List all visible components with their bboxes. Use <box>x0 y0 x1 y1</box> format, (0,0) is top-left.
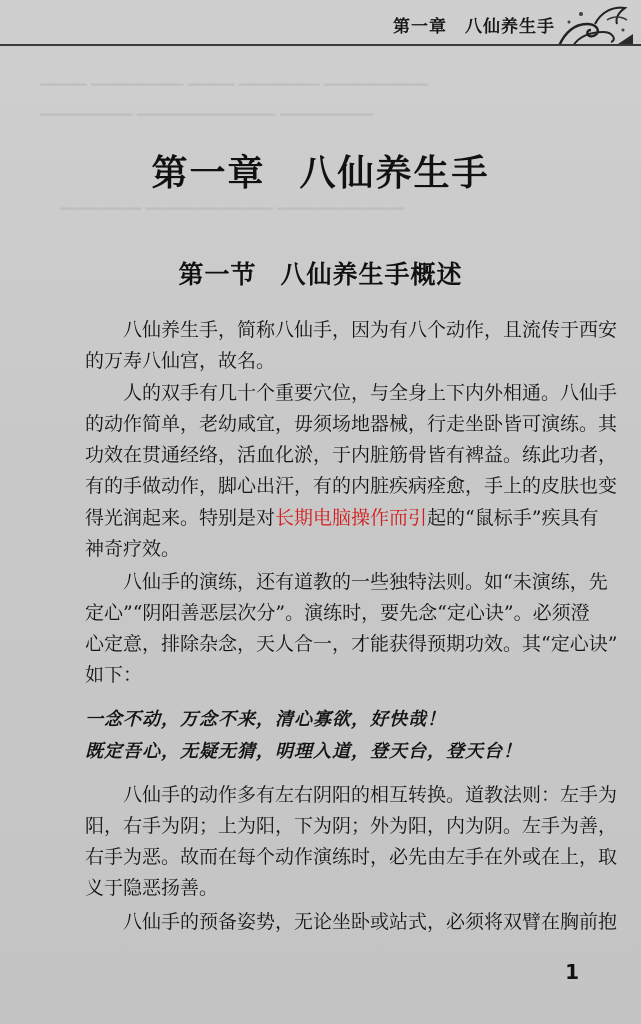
body-line: 八仙手的预备姿势，无论坐卧或站式，必须将双臂在胸前抱 <box>123 911 618 933</box>
body-line-with-stamp: 得光润起来。特别是对长期电脑操作而引起的“鼠标手”疾具有 <box>85 507 599 529</box>
body-line: 心定意，排除杂念，天人合一，才能获得预期功效。其“定心诀” <box>85 633 618 655</box>
chapter-name: 八仙养生手 <box>299 153 490 194</box>
running-header <box>393 12 555 37</box>
body-line: 定心”“阴阳善恶层次分”。演练时，要先念“定心诀”。必须澄 <box>85 602 590 624</box>
body-line: 如下： <box>85 664 143 686</box>
section-number: 第一节 <box>178 260 257 289</box>
header-rule <box>0 44 641 46</box>
body-line: 功效在贯通经络，活血化淤，于内脏筋骨皆有裨益。练此功者， <box>85 444 618 466</box>
show-through-texture: ▁▁▁▁▁▁▁ ▁▁▁▁▁▁▁▁▁▁▁ ▁▁▁▁▁▁▁▁▁▁▁ <box>60 192 405 210</box>
body-line: 神奇疗效。 <box>85 538 181 560</box>
body-line: 人的双手有几十个重要穴位，与全身上下内外相通。八仙手 <box>123 382 618 404</box>
wave-ornament-icon <box>555 2 633 46</box>
body-line: 八仙养生手，简称八仙手，因为有八个动作，且流传于西安 <box>123 319 618 341</box>
body-line: 阳，右手为阴；上为阳，下为阴；外为阳，内为阴。左手为善， <box>85 815 618 837</box>
body-line: 八仙手的演练，还有道教的一些独特法则。如“未演练，先 <box>123 571 608 593</box>
verse-line: 一念不动，万念不来，清心寡欲，好快哉！ <box>85 709 446 730</box>
show-through-texture: ▁▁▁▁▁▁▁▁ ▁▁▁▁▁▁▁▁▁▁▁▁ ▁▁▁▁▁▁▁▁ <box>40 98 373 116</box>
body-line: 义于隐恶扬善。 <box>85 877 219 899</box>
body-line: 的万寿八仙宫，故名。 <box>85 350 276 372</box>
body-line: 的动作简单，老幼咸宜，毋须场地器械，行走坐卧皆可演练。其 <box>85 413 618 435</box>
section-name: 八仙养生手概述 <box>280 260 463 289</box>
page-number: 1 <box>565 960 579 984</box>
chapter-number: 第一章 <box>151 153 266 194</box>
section-title <box>0 255 641 291</box>
show-through-texture: ▁▁▁▁ ▁▁▁▁▁▁▁▁ ▁▁▁▁ ▁▁▁▁▁▁▁ ▁▁▁▁▁▁▁▁▁ <box>40 68 429 86</box>
running-header-book: 八仙养生手 <box>465 17 555 37</box>
red-stamp-text: 长期电脑操作而引 <box>275 507 428 529</box>
body-line: 右手为恶。故而在每个动作演练时，必先由左手在外或在上，取 <box>85 846 618 868</box>
body-line: 有的手做动作，脚心出汗，有的内脏疾病痊愈，手上的皮肤也变 <box>85 475 618 497</box>
running-header-chapter: 第一章 <box>393 17 447 37</box>
chapter-title <box>0 145 641 196</box>
verse-line: 既定吾心，无疑无猜，明理入道，登天台，登天台！ <box>85 741 522 762</box>
body-line: 八仙手的动作多有左右阴阳的相互转换。道教法则：左手为 <box>123 784 618 806</box>
